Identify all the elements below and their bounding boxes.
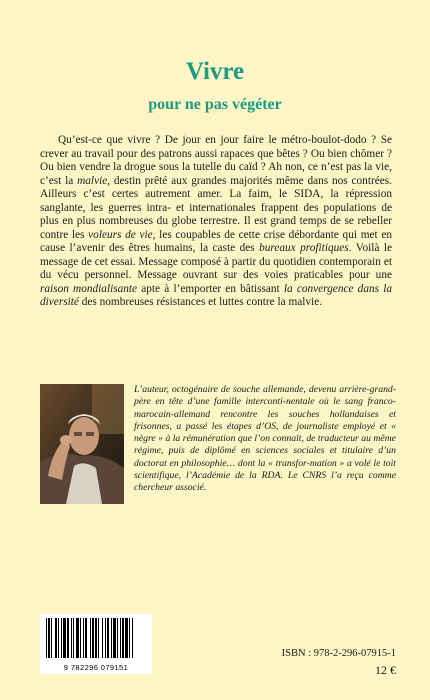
barcode-bar	[58, 618, 59, 658]
barcode-bar	[129, 618, 130, 658]
blurb-emphasis: malvie	[77, 174, 108, 187]
barcode-bar	[63, 618, 66, 658]
price: 12 €	[375, 663, 396, 677]
barcode-bar	[83, 618, 84, 658]
barcode-digits: 9 782296 079151	[63, 663, 129, 672]
blurb-segment: Qu’est-ce que vivre ? De jour en jour faire le métro-boulot-dodo ? Se crever au travail pour des patrons aussi rapaces que bêtes ? Ou bien chômer ? Ou bien vendre la drogue sous la tutelle du caïd ? Ah non, ce n’est pas la vie, c’est la	[40, 134, 392, 187]
barcode-bar	[95, 618, 97, 658]
barcode-bar	[120, 618, 121, 658]
blurb-segment: , destin prêté aux grandes majorités même dans nos contrées. Ailleurs c’est certes autrement amer. La faim, le SIDA, la répression sanglante, les guerres intra- et internationales frappent des populations de plus en plus nombreuses du globe terrestre. Il est grand temps de se rebeller contre les	[40, 174, 392, 241]
barcode-bar	[125, 618, 128, 658]
blurb-segment: . Voilà le message de cet essai. Message composé à partir du quotidien contemporain et du vécu personnel. Message ouvrant sur des voies praticables pour une	[40, 242, 392, 281]
barcode-bar	[111, 618, 112, 658]
blurb-emphasis: voleurs de vie	[88, 228, 153, 241]
barcode-bar	[67, 618, 69, 658]
blurb-segment: apte à l’emporter en bâtissant	[137, 282, 284, 295]
barcode-bar	[61, 618, 62, 658]
barcode-bar	[80, 618, 81, 658]
blurb-text	[40, 134, 392, 308]
blurb-segment: , les coupables de cette crise débordante qui met en cause l’avenir des êtres humains, la caste des	[40, 228, 392, 254]
back-cover-blurb	[40, 134, 392, 310]
isbn-number: ISBN : 978-2-296-07915-1	[281, 648, 396, 659]
barcode-bar	[71, 618, 72, 658]
barcode-bar	[102, 618, 103, 658]
barcode-bar	[55, 618, 57, 658]
barcode-bar	[98, 618, 99, 658]
barcode-bar	[46, 618, 47, 658]
barcode-bar	[113, 618, 116, 658]
barcode-bar	[76, 618, 79, 658]
barcode-bar	[73, 618, 74, 658]
barcode-bar	[90, 618, 91, 658]
barcode	[40, 614, 152, 674]
barcode-bar	[122, 618, 124, 658]
barcode-bar	[107, 618, 109, 658]
barcode-bar	[48, 618, 50, 658]
author-portrait-image	[40, 384, 124, 504]
blurb-emphasis: la convergence dans la diversité	[40, 282, 392, 308]
author-photo	[40, 384, 124, 504]
blurb-segment: des nombreuses résistances et luttes contre la malvie.	[78, 296, 323, 308]
book-subtitle: pour ne pas végéter	[148, 96, 282, 113]
barcode-bars	[40, 614, 152, 664]
barcode-bar	[92, 618, 94, 658]
author-bio: L’auteur, octogénaire de souche allemande, devenu arrière-grand-père en tête d’une famille interconti-nentale où le sang franco-marocain-allemand rencontre les souches hollandaises et frisonnes, a passé les étapes d’OS, de journaliste employé et « nègre » à la rémunération que l’on connaît, de traducteur au même régime, puis de diplômé en sciences sociales et titulaire d’un doctorat en philosophie… dont la « transfor-mation » a volé le toit scientifique, l’Académie de la RDA. Le CNRS l’a reçu comme chercheur associé.	[134, 384, 396, 494]
book-title: Vivre	[185, 58, 245, 85]
barcode-bar	[85, 618, 87, 658]
barcode-bar	[105, 618, 106, 658]
blurb-emphasis: raison mondialisante	[40, 282, 138, 295]
barcode-bar	[51, 618, 52, 658]
blurb-emphasis: bureaux profitiques	[259, 242, 349, 254]
barcode-bar	[117, 618, 118, 658]
barcode-bar	[132, 618, 133, 658]
